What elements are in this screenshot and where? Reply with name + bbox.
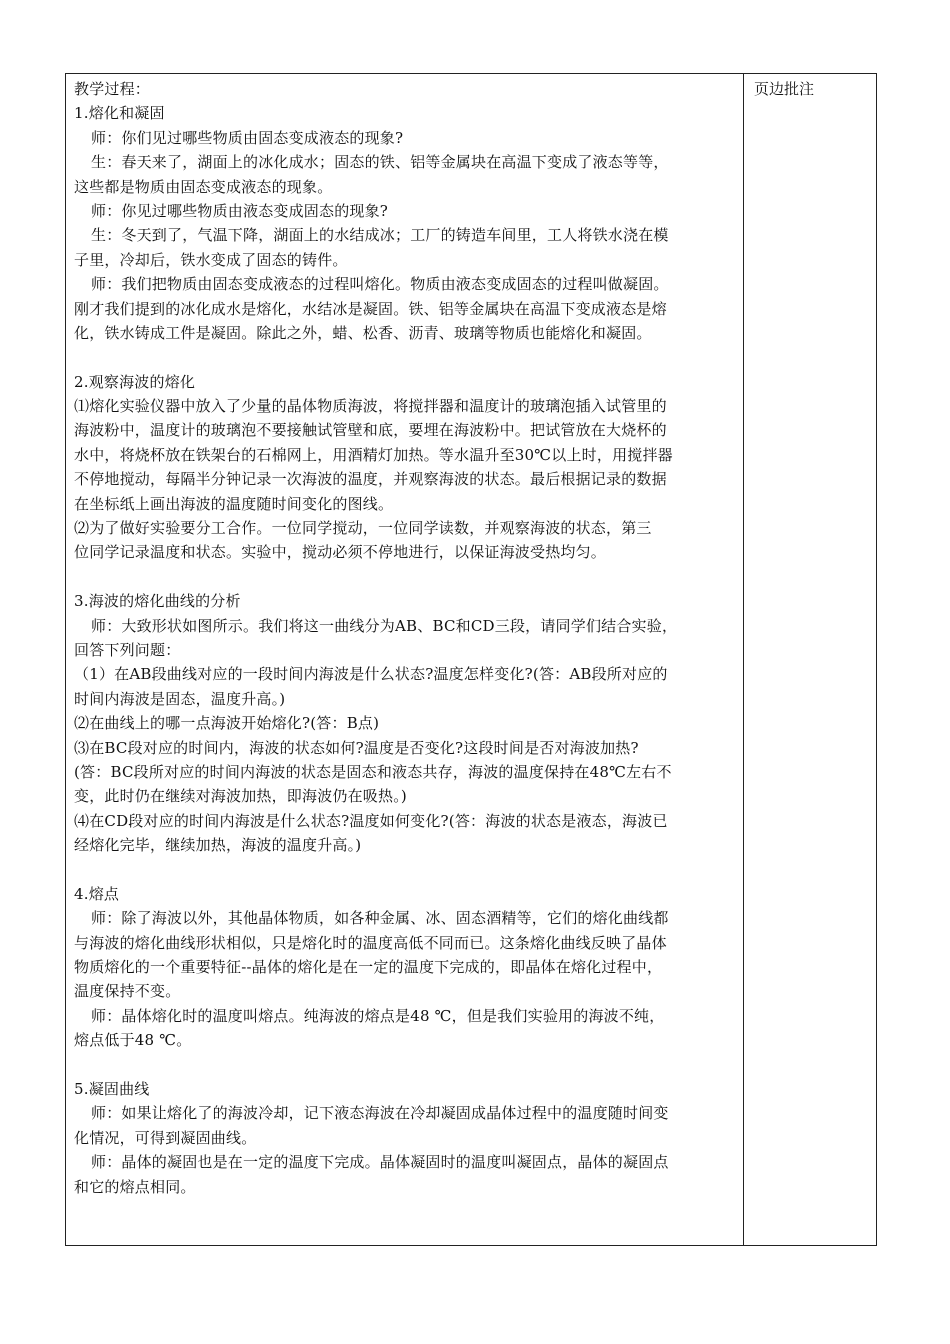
section-heading: 2.观察海波的熔化 [74,372,196,391]
paragraph-line: 生：冬天到了，气温下降，湖面上的水结成冰；工厂的铸造车间里，工人将铁水浇在模 [91,226,669,245]
section-heading: 1.熔化和凝固 [74,104,165,123]
paragraph-line: 化情况，可得到凝固曲线。 [74,1128,257,1147]
paragraph-line: 与海波的熔化曲线形状相似，只是熔化时的温度高低不同而已。这条熔化曲线反映了晶体 [74,933,667,952]
paragraph-line: 在坐标纸上画出海波的温度随时间变化的图线。 [74,494,394,513]
paragraph-line: ⑴熔化实验仪器中放入了少量的晶体物质海波，将搅拌器和温度计的玻璃泡插入试管里的 [74,397,667,416]
paragraph-line: ⑷在CD段对应的时间内海波是什么状态?温度如何变化?(答：海波的状态是液态，海波已 [74,811,668,830]
paragraph-line: ⑵在曲线上的哪一点海波开始熔化?(答：B点) [74,714,380,733]
paragraph-line: 位同学记录温度和状态。实验中，搅动必须不停地进行，以保证海波受热均匀。 [74,543,607,562]
paragraph-line: 经熔化完毕，继续加热，海波的温度升高。) [74,836,362,855]
paragraph-line: 这些都是物质由固态变成液态的现象。 [74,177,333,196]
teaching-process-column [66,74,744,1245]
paragraph-line: 师：如果让熔化了的海波冷却，记下液态海波在冷却凝固成晶体过程中的温度随时间变 [91,1104,669,1123]
paragraph-line: 熔点低于48 ℃。 [74,1031,192,1050]
paragraph-line: 师：除了海波以外，其他晶体物质，如各种金属、冰、固态酒精等，它们的熔化曲线都 [91,909,669,928]
section-spacer [74,858,737,882]
paragraph-line: 变，此时仍在继续对海波加热，即海波仍在吸热。) [74,787,407,806]
section-heading: 3.海波的熔化曲线的分析 [74,592,241,611]
paragraph-line: 物质熔化的一个重要特征--晶体的熔化是在一定的温度下完成的，即晶体在熔化过程中， [74,958,663,977]
paragraph-line: 子里，冷却后，铁水变成了固态的铸件。 [74,250,348,269]
paragraph-line: (答：BC段所对应的时间内海波的状态是固态和液态共存，海波的温度保持在48℃左右不 [74,762,672,781]
paragraph-line: 海波粉中，温度计的玻璃泡不要接触试管壁和底，要埋在海波粉中。把试管放在大烧杯的 [74,421,667,440]
paragraph-line: 生：春天来了，湖面上的冰化成水；固态的铁、铝等金属块在高温下变成了液态等等， [91,153,669,172]
paragraph-line: 化，铁水铸成工件是凝固。除此之外，蜡、松香、沥青、玻璃等物质也能熔化和凝固。 [74,323,652,342]
lesson-table [65,73,877,1246]
paragraph-line: 师：你们见过哪些物质由固态变成液态的现象? [91,128,404,147]
paragraph-line: （1）在AB段曲线对应的一段时间内海波是什么状态?温度怎样变化?(答：AB段所对应的 [74,665,668,684]
teaching-process-header: 教学过程： [74,80,151,98]
paragraph-line: 水中，将烧杯放在铁架台的石棉网上，用酒精灯加热。等水温升至30℃以上时，用搅拌器 [74,445,673,464]
paragraph-line: 师：你见过哪些物质由液态变成固态的现象? [91,201,389,220]
paragraph-line: 时间内海波是固态，温度升高。) [74,689,286,708]
section-spacer [74,1053,737,1077]
margin-notes-column [744,74,877,1245]
paragraph-line: 和它的熔点相同。 [74,1177,196,1196]
paragraph-line: 师：晶体熔化时的温度叫熔点。纯海波的熔点是48 ℃，但是我们实验用的海波不纯， [91,1006,665,1025]
section-heading: 4.熔点 [74,884,120,903]
paragraph-line: 师：大致形状如图所示。我们将这一曲线分为AB、BC和CD三段，请同学们结合实验， [91,616,678,635]
paragraph-line: 温度保持不变。 [74,982,181,1001]
paragraph-line: ⑵为了做好实验要分工合作。一位同学搅动，一位同学读数，并观察海波的状态，第三 [74,519,652,538]
paragraph-line: 回答下列问题： [74,640,181,659]
paragraph-line: 刚才我们提到的冰化成水是熔化，水结冰是凝固。铁、铝等金属块在高温下变成液态是熔 [74,299,667,318]
paragraph-line: 师：晶体的凝固也是在一定的温度下完成。晶体凝固时的温度叫凝固点，晶体的凝固点 [91,1153,669,1172]
margin-notes-header: 页边批注 [754,80,815,98]
paragraph-line: 不停地搅动，每隔半分钟记录一次海波的温度，并观察海波的状态。最后根据记录的数据 [74,470,667,489]
section-spacer [74,345,737,369]
section-spacer [74,565,737,589]
section-heading: 5.凝固曲线 [74,1080,150,1099]
paragraph-line: 师：我们把物质由固态变成液态的过程叫熔化。物质由液态变成固态的过程叫做凝固。 [91,275,669,294]
paragraph-line: ⑶在BC段对应的时间内，海波的状态如何?温度是否变化?这段时间是否对海波加热? [74,738,639,757]
